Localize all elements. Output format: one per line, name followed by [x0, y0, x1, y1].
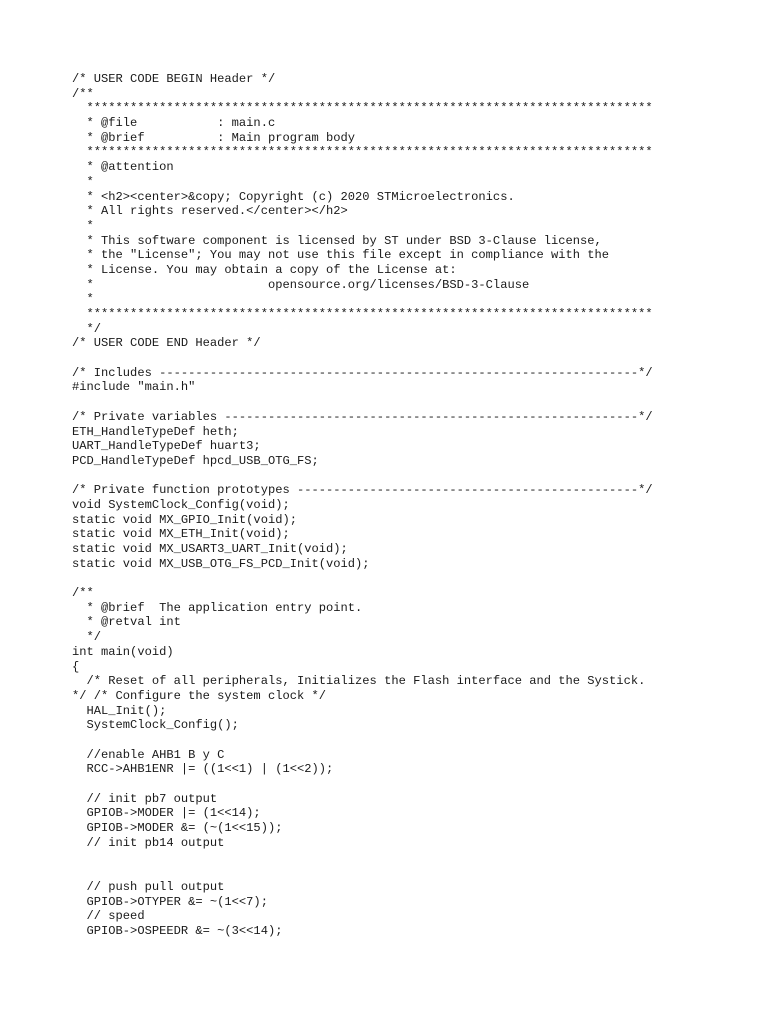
code-line: * [72, 292, 94, 307]
code-line: * License. You may obtain a copy of the License at: [72, 262, 457, 277]
code-listing [72, 72, 653, 939]
code-line: * @attention [72, 160, 174, 175]
code-line: ETH_HandleTypeDef heth; [72, 424, 239, 439]
code-line: /* USER CODE BEGIN Header */ [72, 72, 276, 86]
code-line: * <h2><center>&copy; Copyright (c) 2020 STMicroelectronics. [72, 189, 515, 204]
code-line: static void MX_GPIO_Init(void); [72, 512, 297, 527]
code-line: /* Includes ------------------------------------------------------------------*/ [72, 365, 653, 380]
code-line: // push pull output [72, 879, 225, 894]
code-line: * @file : main.c [72, 116, 276, 131]
code-line: { [72, 659, 80, 674]
code-line: #include "main.h" [72, 380, 196, 395]
code-line: ****************************************************************************** [72, 101, 653, 116]
code-line: static void MX_USB_OTG_FS_PCD_Init(void); [72, 556, 370, 571]
code-line: int main(void) [72, 644, 174, 659]
code-line: * This software component is licensed by ST under BSD 3-Clause license, [72, 233, 602, 248]
code-line: ****************************************************************************** [72, 145, 653, 160]
code-line: * All rights reserved.</center></h2> [72, 204, 348, 219]
code-line [72, 571, 653, 586]
code-line [72, 865, 653, 880]
code-line: /** [72, 586, 94, 601]
code-line: * the "License"; You may not use this file except in compliance with the [72, 248, 610, 263]
code-line: ****************************************************************************** [72, 307, 653, 321]
code-line: /* Private function prototypes -----------------------------------------------*/ [72, 483, 653, 498]
code-line [72, 469, 653, 484]
code-line [72, 777, 653, 792]
code-line: */ [72, 321, 102, 336]
code-line: * @retval int [72, 615, 181, 630]
code-line: GPIOB->OSPEEDR &= ~(3<<14); [72, 923, 283, 938]
code-line: GPIOB->OTYPER &= ~(1<<7); [72, 894, 268, 909]
code-line: /* Reset of all peripherals, Initializes the Flash interface and the Systick. [72, 674, 646, 689]
code-line: static void MX_ETH_Init(void); [72, 527, 290, 542]
code-line: // init pb14 output [72, 835, 225, 850]
code-line: PCD_HandleTypeDef hpcd_USB_OTG_FS; [72, 453, 319, 468]
code-line: GPIOB->MODER &= (~(1<<15)); [72, 821, 283, 836]
code-line: HAL_Init(); [72, 703, 167, 718]
code-line: /* USER CODE END Header */ [72, 336, 261, 351]
code-line: UART_HandleTypeDef huart3; [72, 439, 261, 454]
code-line: GPIOB->MODER |= (1<<14); [72, 806, 261, 821]
code-line: void SystemClock_Config(void); [72, 497, 290, 512]
code-line: RCC->AHB1ENR |= ((1<<1) | (1<<2)); [72, 762, 334, 777]
code-line: * opensource.org/licenses/BSD-3-Clause [72, 277, 530, 292]
code-line: * [72, 174, 94, 189]
code-line [72, 850, 653, 865]
code-line [72, 733, 653, 748]
code-line: */ /* Configure the system clock */ [72, 688, 327, 703]
code-line [72, 395, 653, 410]
code-line: * @brief The application entry point. [72, 600, 363, 615]
code-line: /* Private variables ---------------------------------------------------------*/ [72, 409, 653, 424]
code-line: /** [72, 86, 94, 101]
code-line: SystemClock_Config(); [72, 718, 239, 733]
code-line: // init pb7 output [72, 791, 218, 806]
code-line: //enable AHB1 B y C [72, 747, 225, 762]
code-line: */ [72, 630, 102, 645]
code-line: // speed [72, 909, 145, 924]
code-line: * @brief : Main program body [72, 130, 356, 145]
code-line [72, 351, 653, 366]
code-line: static void MX_USART3_UART_Init(void); [72, 542, 348, 556]
code-line: * [72, 218, 94, 233]
